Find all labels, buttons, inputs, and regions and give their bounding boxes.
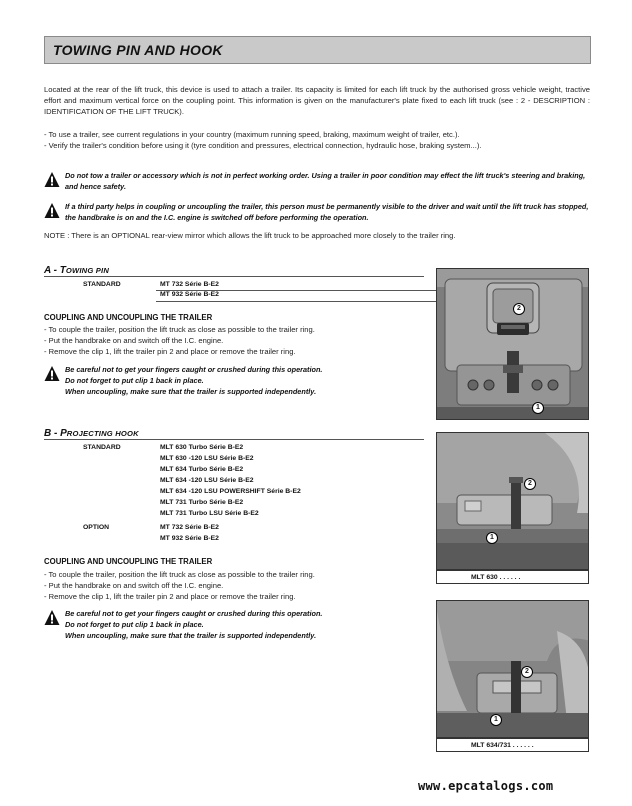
photo-projecting-hook-mlt634: [436, 600, 589, 738]
option-label: OPTION: [83, 524, 110, 531]
intro-paragraph: Located at the rear of the lift truck, this device is used to attach a trailer. Its capacity is limited for each lift truck by the authorised gross vehicle weight, tractive effort and maximum vertical force on the coupling point. This information is given on the manufacturer's plate fixed to each lift truck (see : 2 - DESCRIPTION : IDENTIFICATION OF THE LIFT TRUCK).: [44, 85, 590, 117]
warning-line: Be careful not to get your fingers caught or crushed during this operation.: [65, 609, 323, 618]
warning-triangle-icon: [44, 365, 60, 382]
warning-text: Do not tow a trailer or accessory which is not in perfect working order. Using a trailer in poor condition may effect the lift truck's steering and braking, and hence safety.: [65, 171, 586, 191]
projecting-hook-illustration: [437, 433, 589, 570]
section-a-subheading: COUPLING AND UNCOUPLING THE TRAILER: [44, 313, 213, 322]
section-b-subheading: COUPLING AND UNCOUPLING THE TRAILER: [44, 557, 213, 566]
section-b-heading: B - PROJECTING HOOK: [44, 428, 424, 440]
standard-label: STANDARD: [83, 444, 121, 451]
model-row: MLT 630 Turbo Série B-E2: [160, 444, 244, 451]
bullet-verify: - Verify the trailer's condition before using it (tyre condition and pressures, electrical connection, hydraulic hose, braking system...).: [44, 141, 482, 150]
warning-line: When uncoupling, make sure that the trailer is supported independently.: [65, 631, 317, 641]
model-row: MLT 634 -120 LSU Série B-E2: [160, 477, 254, 484]
section-b-warning: [44, 608, 424, 642]
caption-mlt634-731: MLT 634/731 . . . . . .: [436, 738, 589, 752]
model-row: MLT 634 Turbo Série B-E2: [160, 466, 244, 473]
step: - Remove the clip 1, lift the trailer pin 2 and place or remove the trailer ring.: [44, 592, 296, 601]
model-row: MLT 731 Turbo Série B-E2: [160, 499, 244, 506]
warning-text: If a third party helps in coupling or uncoupling the trailer, this person must be permanently visible to the driver and wait until the lift truck has stopped, the handbrake is on and the I.C. engine is switched off before performing the operation.: [65, 202, 589, 222]
warning-triangle-icon: [44, 202, 60, 219]
section-b-models: [83, 443, 443, 547]
callout-1: 1: [486, 532, 498, 544]
warning-triangle-icon: [44, 171, 60, 188]
towing-pin-illustration: [437, 269, 589, 420]
section-a-heading: A - TOWING PIN: [44, 265, 424, 277]
callout-2: 2: [521, 666, 533, 678]
note-rear-view-mirror: NOTE : There is an OPTIONAL rear-view mirror which allows the lift truck to be approached more closely to the trailer ring.: [44, 231, 456, 240]
step: - To couple the trailer, position the lift truck as close as possible to the trailer ring.: [44, 570, 315, 579]
step: - Put the handbrake on and switch off the I.C. engine.: [44, 581, 224, 590]
section-a-warning: [44, 364, 424, 398]
divider: [156, 301, 456, 302]
projecting-hook-illustration: [437, 601, 589, 738]
callout-1: 1: [532, 402, 544, 414]
model-row: MLT 634 -120 LSU POWERSHIFT Série B-E2: [160, 488, 301, 495]
step: - Remove the clip 1, lift the trailer pin 2 and place or remove the trailer ring.: [44, 347, 296, 356]
photo-towing-pin: [436, 268, 589, 420]
warning-line: Be careful not to get your fingers caught or crushed during this operation.: [65, 365, 323, 374]
callout-2: 2: [513, 303, 525, 315]
model-row: MT 732 Série B-E2: [160, 281, 219, 288]
model-row: MLT 731 Turbo LSU Série B-E2: [160, 510, 259, 517]
photo-projecting-hook-mlt630: [436, 432, 589, 570]
page-title-bar: [44, 36, 591, 64]
page-title: TOWING PIN AND HOOK: [53, 42, 223, 58]
model-row: MT 932 Série B-E2: [160, 291, 219, 298]
standard-label: STANDARD: [83, 281, 121, 288]
model-row: MT 732 Série B-E2: [160, 524, 219, 531]
warning-line: Do not forget to put clip 1 back in place.: [65, 376, 204, 386]
caption-mlt630: MLT 630 . . . . . .: [436, 570, 589, 584]
callout-2: 2: [524, 478, 536, 490]
step: - Put the handbrake on and switch off the I.C. engine.: [44, 336, 224, 345]
watermark-url[interactable]: www.epcatalogs.com: [418, 779, 554, 793]
model-row: MT 932 Série B-E2: [160, 535, 219, 542]
section-a-models: [83, 280, 443, 305]
model-row: MLT 630 -120 LSU Série B-E2: [160, 455, 254, 462]
bullet-regulations: - To use a trailer, see current regulations in your country (maximum running speed, braking, maximum weight of trailer, etc.).: [44, 130, 460, 139]
warning-third-party: [44, 201, 590, 225]
callout-1: 1: [490, 714, 502, 726]
warning-trailer-condition: [44, 170, 590, 194]
warning-line: When uncoupling, make sure that the trailer is supported independently.: [65, 387, 317, 397]
warning-triangle-icon: [44, 609, 60, 626]
warning-line: Do not forget to put clip 1 back in place.: [65, 620, 204, 630]
step: - To couple the trailer, position the lift truck as close as possible to the trailer ring.: [44, 325, 315, 334]
